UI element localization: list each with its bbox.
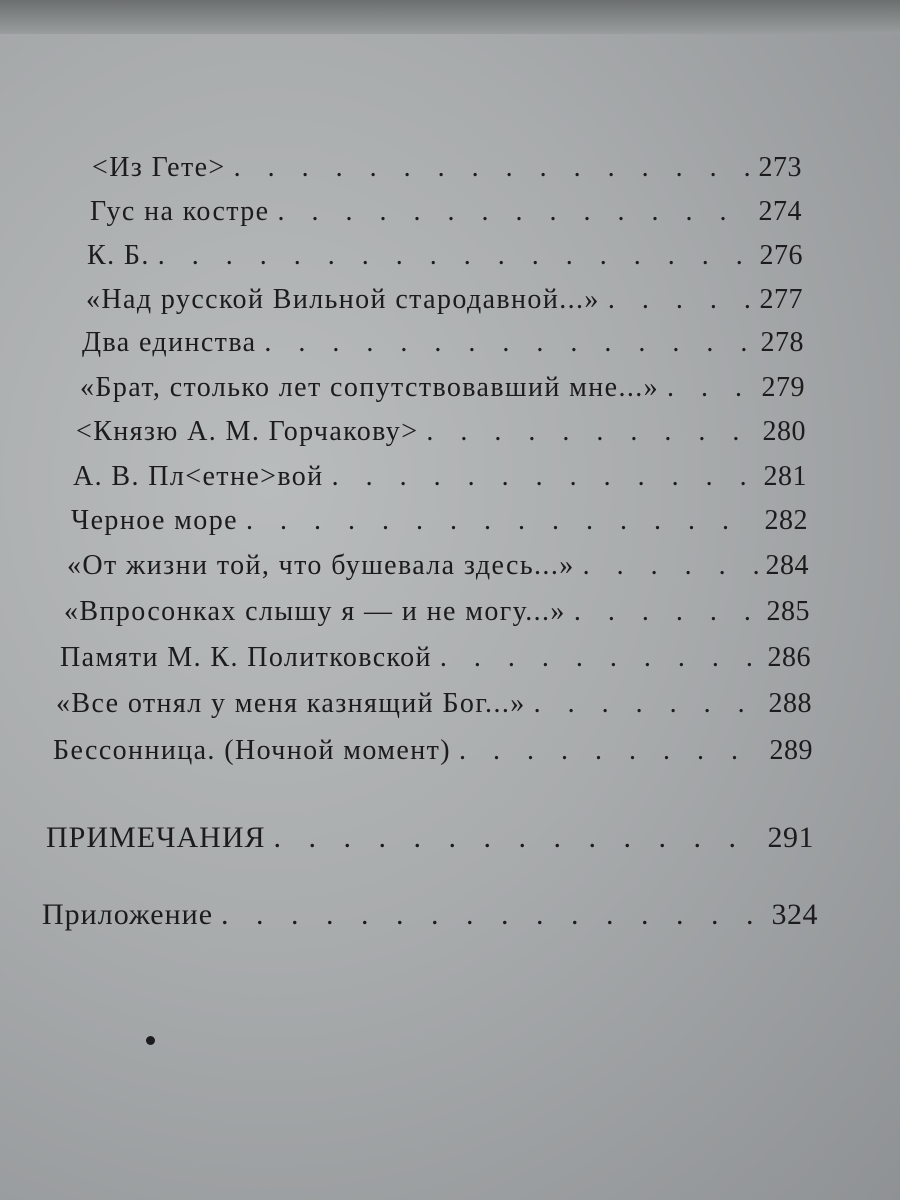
toc-leader-dots: [440, 640, 760, 676]
toc-entry: [76, 414, 806, 450]
toc-entry-title: К. Б.: [87, 240, 150, 271]
toc-leader-dots: [332, 459, 756, 495]
toc-entry-title: «Брат, столько лет сопутствовавший мне...»: [80, 372, 660, 403]
toc-entry-title: Два единства: [82, 327, 257, 358]
toc-entry-title: «Над русской Вильной стародавной...»: [86, 284, 600, 315]
toc-leader-dots: [274, 820, 760, 856]
toc-entry-page: 282: [764, 505, 808, 536]
toc-entry: [86, 282, 803, 318]
toc-leader-dots: [608, 282, 752, 318]
toc-entry: [53, 733, 813, 769]
toc-entry-title: Бессонница. (Ночной момент): [53, 735, 451, 766]
ink-spot: [146, 1036, 155, 1045]
toc-leader-dots: [221, 897, 763, 933]
toc-entry: [71, 503, 808, 539]
toc-entry: [67, 548, 809, 584]
toc-leader-dots: [667, 370, 753, 406]
toc-entry-page: 277: [759, 284, 803, 315]
toc-entry-title: А. В. Пл<етне>вой: [73, 461, 324, 492]
toc-entry-page: 286: [767, 642, 811, 673]
toc-section-notes: [46, 820, 814, 856]
toc-entry-page: 285: [766, 596, 810, 627]
toc-entry-page: 276: [759, 240, 803, 271]
toc-entry-page: 281: [763, 461, 807, 492]
toc-entry-page: 289: [769, 735, 813, 766]
toc-entry: [82, 325, 804, 361]
toc-leader-dots: [277, 194, 750, 230]
toc-entry-title: <Князю А. М. Горчакову>: [76, 416, 419, 447]
toc-entry-title: Гус на костре: [90, 196, 270, 227]
toc-section-page: 291: [767, 821, 814, 854]
toc-section-page: 324: [771, 898, 818, 931]
toc-leader-dots: [534, 686, 761, 722]
toc-entry-page: 280: [762, 416, 806, 447]
toc-entry: [56, 686, 812, 722]
toc-leader-dots: [426, 414, 754, 450]
toc-entry: [90, 194, 802, 230]
toc-leader-dots: [234, 150, 751, 186]
toc-entry: [92, 150, 802, 186]
toc-entry-page: 284: [765, 550, 809, 581]
toc-leader-dots: [246, 503, 757, 539]
toc-entry-title: «От жизни той, что бушевала здесь...»: [67, 550, 575, 581]
toc-entry-title: «Впросонках слышу я — и не могу...»: [64, 596, 566, 627]
toc-section-title: Приложение: [42, 898, 214, 931]
toc-entry-page: 274: [758, 196, 802, 227]
toc-section-appendix: [42, 897, 818, 933]
toc-leader-dots: [459, 733, 762, 769]
toc-leader-dots: [158, 238, 752, 274]
toc-entry: [80, 370, 805, 406]
toc-leader-dots: [574, 594, 759, 630]
toc-entry-title: «Все отнял у меня казнящий Бог...»: [56, 688, 526, 719]
toc-entry-title: Черное море: [71, 505, 238, 536]
toc-entry: [87, 238, 803, 274]
toc-entry-title: <Из Гете>: [92, 152, 226, 183]
toc-entry-page: 279: [761, 372, 805, 403]
toc-entry-page: 288: [768, 688, 812, 719]
toc-entry: [64, 594, 810, 630]
toc-leader-dots: [264, 325, 752, 361]
toc-entry-page: 278: [760, 327, 804, 358]
toc-entry: [60, 640, 811, 676]
toc-leader-dots: [583, 548, 758, 584]
toc-entry-page: 273: [758, 152, 802, 183]
toc-section-title: ПРИМЕЧАНИЯ: [46, 821, 266, 854]
toc-entry: [73, 459, 807, 495]
toc-entry-title: Памяти М. К. Политковской: [60, 642, 432, 673]
